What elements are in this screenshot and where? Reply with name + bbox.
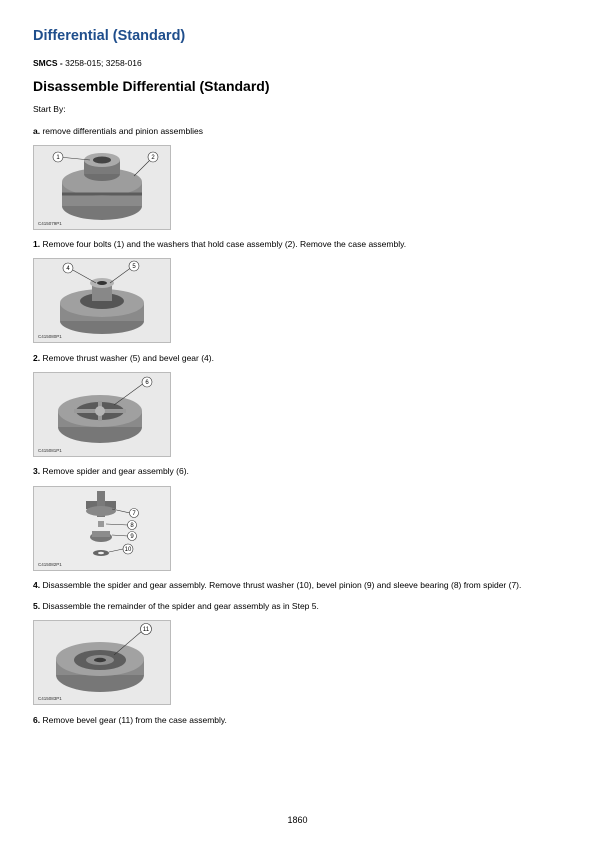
smcs-codes: 3258-015; 3258-016 bbox=[65, 58, 142, 68]
step-text: Remove bevel gear (11) from the case assembly. bbox=[42, 715, 227, 725]
figure-code: C415080P1 bbox=[38, 334, 62, 339]
page-number: 1860 bbox=[287, 815, 308, 825]
figure-code: C415082P1 bbox=[38, 562, 62, 567]
callout-7: 7 bbox=[132, 511, 136, 517]
step-2 bbox=[33, 353, 214, 363]
step-text: Disassemble the spider and gear assembly. Remove thrust washer (10), bevel pinion (9) and sleeve bearing (8) from spider (7). bbox=[42, 580, 522, 590]
step-number: 4. bbox=[33, 580, 41, 590]
figure-2 bbox=[33, 258, 171, 343]
step-6 bbox=[33, 715, 227, 725]
step-number: 6. bbox=[33, 715, 41, 725]
step-number: 1. bbox=[33, 239, 41, 249]
page-title: Differential (Standard) bbox=[33, 28, 186, 44]
section-heading: Disassemble Differential (Standard) bbox=[33, 78, 270, 94]
step-number: 5. bbox=[33, 601, 41, 611]
step-4 bbox=[33, 580, 521, 590]
callout-11: 11 bbox=[142, 627, 150, 633]
step-number: 3. bbox=[33, 466, 41, 476]
callout-8: 8 bbox=[130, 523, 134, 529]
figure-1 bbox=[33, 145, 171, 230]
figure-code: C415079P1 bbox=[38, 221, 62, 226]
figure-code: C415081P1 bbox=[38, 448, 62, 453]
start-by-label: Start By: bbox=[33, 104, 66, 114]
step-3 bbox=[33, 466, 189, 476]
step-5 bbox=[33, 601, 319, 611]
step-text: Remove spider and gear assembly (6). bbox=[42, 466, 189, 476]
smcs-line bbox=[33, 58, 142, 68]
callout-9: 9 bbox=[130, 534, 134, 540]
prereq-marker: a. bbox=[33, 126, 41, 136]
smcs-label: SMCS - bbox=[33, 58, 63, 68]
figure-4 bbox=[33, 486, 171, 571]
step-1 bbox=[33, 239, 406, 249]
callout-10: 10 bbox=[124, 547, 132, 553]
step-text: Remove thrust washer (5) and bevel gear (4). bbox=[42, 353, 214, 363]
step-text: Disassemble the remainder of the spider and gear assembly as in Step 5. bbox=[42, 601, 319, 611]
figure-code: C415083P1 bbox=[38, 696, 62, 701]
step-number: 2. bbox=[33, 353, 41, 363]
figure-3 bbox=[33, 372, 171, 457]
callout-1: 1 bbox=[56, 155, 60, 161]
step-text: Remove four bolts (1) and the washers that hold case assembly (2). Remove the case assembly. bbox=[42, 239, 407, 249]
callout-2: 2 bbox=[151, 155, 155, 161]
callout-5: 5 bbox=[132, 264, 136, 270]
figure-5 bbox=[33, 620, 171, 705]
prereq-text: remove differentials and pinion assemblies bbox=[42, 126, 203, 136]
callout-4: 4 bbox=[66, 266, 70, 272]
prereq-item bbox=[33, 126, 203, 136]
callout-6: 6 bbox=[145, 380, 149, 386]
